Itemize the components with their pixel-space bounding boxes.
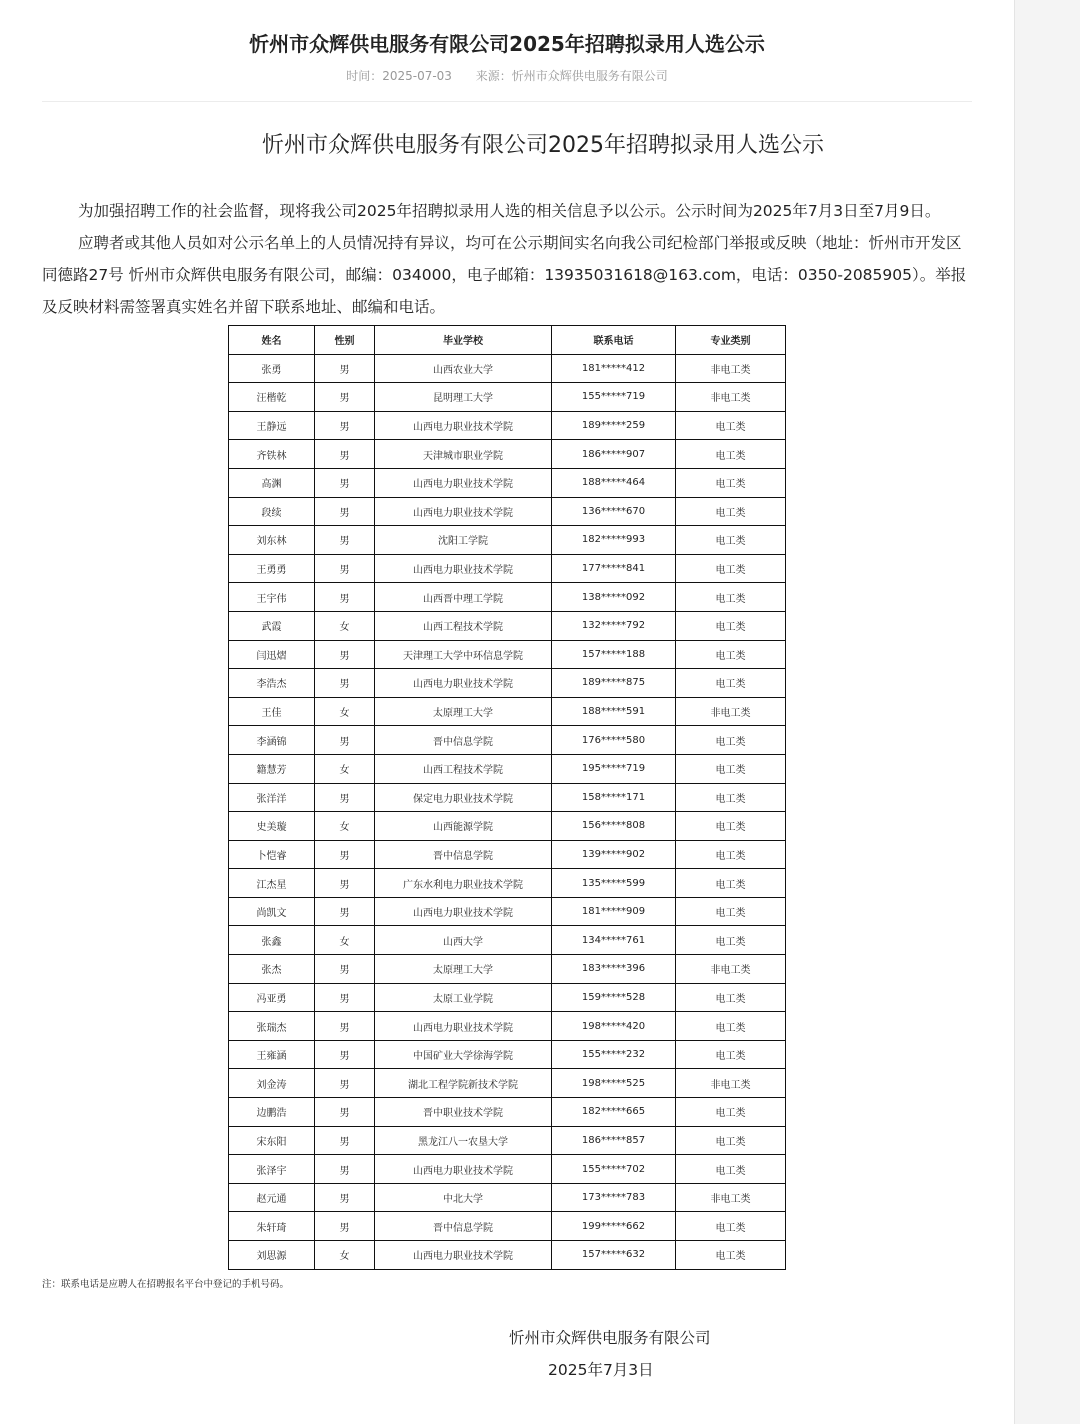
cell-phone: 136*****670 bbox=[552, 497, 676, 526]
cell-gender: 男 bbox=[315, 1040, 375, 1069]
cell-school: 太原工业学院 bbox=[375, 983, 552, 1012]
cell-phone: 158*****171 bbox=[552, 783, 676, 812]
cell-category: 电工类 bbox=[676, 1241, 786, 1270]
cell-gender: 男 bbox=[315, 983, 375, 1012]
intro-paragraph: 为加强招聘工作的社会监督，现将我公司2025年招聘拟录用人选的相关信息予以公示。公示时间为2025年7月3日至7月9日。 bbox=[78, 202, 941, 220]
cell-category: 电工类 bbox=[676, 1155, 786, 1184]
signature-date: 2025年7月3日 bbox=[548, 1361, 654, 1379]
cell-category: 电工类 bbox=[676, 1098, 786, 1127]
cell-name: 王佳 bbox=[229, 697, 315, 726]
cell-phone: 159*****528 bbox=[552, 983, 676, 1012]
cell-category: 电工类 bbox=[676, 554, 786, 583]
table-row bbox=[229, 554, 786, 583]
cell-name: 齐铁林 bbox=[229, 440, 315, 469]
cell-phone: 181*****909 bbox=[552, 897, 676, 926]
cell-school: 山西工程技术学院 bbox=[375, 611, 552, 640]
cell-name: 段续 bbox=[229, 497, 315, 526]
cell-category: 电工类 bbox=[676, 669, 786, 698]
cell-gender: 男 bbox=[315, 1183, 375, 1212]
cell-category: 电工类 bbox=[676, 840, 786, 869]
cell-category: 非电工类 bbox=[676, 955, 786, 984]
cell-gender: 男 bbox=[315, 497, 375, 526]
cell-name: 边鹏浩 bbox=[229, 1098, 315, 1127]
table-row bbox=[229, 697, 786, 726]
table-row bbox=[229, 1040, 786, 1069]
cell-phone: 195*****719 bbox=[552, 754, 676, 783]
cell-phone: 186*****907 bbox=[552, 440, 676, 469]
cell-gender: 男 bbox=[315, 840, 375, 869]
cell-gender: 男 bbox=[315, 955, 375, 984]
cell-school: 广东水利电力职业技术学院 bbox=[375, 869, 552, 898]
table-row bbox=[229, 1069, 786, 1098]
cell-phone: 186*****857 bbox=[552, 1126, 676, 1155]
cell-category: 非电工类 bbox=[676, 383, 786, 412]
cell-name: 张洋洋 bbox=[229, 783, 315, 812]
publish-time: 时间：2025-07-03 bbox=[346, 69, 452, 83]
cell-category: 电工类 bbox=[676, 869, 786, 898]
cell-school: 太原理工大学 bbox=[375, 697, 552, 726]
cell-school: 山西电力职业技术学院 bbox=[375, 1155, 552, 1184]
cell-phone: 135*****599 bbox=[552, 869, 676, 898]
table-note: 注：联系电话是应聘人在招聘报名平台中登记的手机号码。 bbox=[42, 1279, 290, 1290]
cell-name: 王静远 bbox=[229, 411, 315, 440]
cell-school: 山西电力职业技术学院 bbox=[375, 669, 552, 698]
cell-category: 电工类 bbox=[676, 983, 786, 1012]
cell-school: 山西能源学院 bbox=[375, 812, 552, 841]
table-header-row bbox=[229, 326, 786, 355]
cell-name: 王勇勇 bbox=[229, 554, 315, 583]
cell-gender: 男 bbox=[315, 897, 375, 926]
cell-name: 李浩杰 bbox=[229, 669, 315, 698]
cell-school: 昆明理工大学 bbox=[375, 383, 552, 412]
cell-phone: 182*****993 bbox=[552, 526, 676, 555]
table-row bbox=[229, 468, 786, 497]
cell-name: 王雍涵 bbox=[229, 1040, 315, 1069]
cell-school: 晋中职业技术学院 bbox=[375, 1098, 552, 1127]
cell-phone: 199*****662 bbox=[552, 1212, 676, 1241]
cell-gender: 男 bbox=[315, 383, 375, 412]
table-row bbox=[229, 1212, 786, 1241]
cell-gender: 男 bbox=[315, 354, 375, 383]
cell-name: 朱轩琦 bbox=[229, 1212, 315, 1241]
cell-name: 籍慧芳 bbox=[229, 754, 315, 783]
cell-school: 山西农业大学 bbox=[375, 354, 552, 383]
table-row bbox=[229, 1012, 786, 1041]
cell-phone: 155*****719 bbox=[552, 383, 676, 412]
table-row bbox=[229, 897, 786, 926]
cell-gender: 女 bbox=[315, 754, 375, 783]
cell-category: 电工类 bbox=[676, 526, 786, 555]
cell-category: 非电工类 bbox=[676, 1069, 786, 1098]
document-title: 忻州市众辉供电服务有限公司2025年招聘拟录用人选公示 bbox=[262, 133, 824, 158]
cell-gender: 男 bbox=[315, 554, 375, 583]
cell-phone: 189*****875 bbox=[552, 669, 676, 698]
cell-phone: 198*****525 bbox=[552, 1069, 676, 1098]
cell-school: 晋中信息学院 bbox=[375, 840, 552, 869]
cell-school: 沈阳工学院 bbox=[375, 526, 552, 555]
cell-school: 山西电力职业技术学院 bbox=[375, 1241, 552, 1270]
cell-school: 湖北工程学院新技术学院 bbox=[375, 1069, 552, 1098]
cell-phone: 177*****841 bbox=[552, 554, 676, 583]
cell-school: 晋中信息学院 bbox=[375, 726, 552, 755]
cell-gender: 男 bbox=[315, 1069, 375, 1098]
cell-school: 中国矿业大学徐海学院 bbox=[375, 1040, 552, 1069]
objection-paragraph: 应聘者或其他人员如对公示名单上的人员情况持有异议，均可在公示期间实名向我公司纪检部门举报或反映（地址：忻州市开发区同德路27号 忻州市众辉供电服务有限公司，邮编：034000，电子邮箱：13935031618@163.com，电话：0350-2085905）。举报及反映材料需签署真实姓名并留下联系地址、邮编和电话。 bbox=[42, 234, 967, 316]
table-row bbox=[229, 354, 786, 383]
cell-gender: 女 bbox=[315, 926, 375, 955]
cell-school: 中北大学 bbox=[375, 1183, 552, 1212]
cell-school: 太原理工大学 bbox=[375, 955, 552, 984]
cell-category: 非电工类 bbox=[676, 354, 786, 383]
cell-gender: 男 bbox=[315, 468, 375, 497]
cell-phone: 139*****902 bbox=[552, 840, 676, 869]
column-header-gender: 性别 bbox=[315, 326, 375, 355]
cell-name: 闫迅熠 bbox=[229, 640, 315, 669]
cell-gender: 女 bbox=[315, 812, 375, 841]
cell-gender: 女 bbox=[315, 611, 375, 640]
cell-category: 电工类 bbox=[676, 611, 786, 640]
table-row bbox=[229, 1183, 786, 1212]
cell-category: 电工类 bbox=[676, 726, 786, 755]
cell-gender: 男 bbox=[315, 440, 375, 469]
table-row bbox=[229, 754, 786, 783]
table-body bbox=[229, 354, 786, 1269]
table-row bbox=[229, 611, 786, 640]
table-row bbox=[229, 383, 786, 412]
cell-phone: 188*****591 bbox=[552, 697, 676, 726]
cell-phone: 188*****464 bbox=[552, 468, 676, 497]
table-row bbox=[229, 840, 786, 869]
cell-name: 张勇 bbox=[229, 354, 315, 383]
cell-school: 保定电力职业技术学院 bbox=[375, 783, 552, 812]
table-row bbox=[229, 583, 786, 612]
cell-school: 山西电力职业技术学院 bbox=[375, 554, 552, 583]
cell-phone: 155*****232 bbox=[552, 1040, 676, 1069]
cell-category: 电工类 bbox=[676, 440, 786, 469]
table-row bbox=[229, 1155, 786, 1184]
cell-category: 电工类 bbox=[676, 1012, 786, 1041]
cell-category: 电工类 bbox=[676, 411, 786, 440]
cell-name: 卜恺睿 bbox=[229, 840, 315, 869]
cell-category: 电工类 bbox=[676, 1040, 786, 1069]
table-row bbox=[229, 1241, 786, 1270]
cell-name: 汪楷乾 bbox=[229, 383, 315, 412]
cell-category: 非电工类 bbox=[676, 697, 786, 726]
cell-gender: 男 bbox=[315, 411, 375, 440]
table-row bbox=[229, 926, 786, 955]
table-row bbox=[229, 1098, 786, 1127]
cell-phone: 157*****188 bbox=[552, 640, 676, 669]
cell-gender: 女 bbox=[315, 1241, 375, 1270]
cell-gender: 男 bbox=[315, 1155, 375, 1184]
cell-phone: 183*****396 bbox=[552, 955, 676, 984]
cell-name: 高渊 bbox=[229, 468, 315, 497]
cell-school: 山西晋中理工学院 bbox=[375, 583, 552, 612]
cell-name: 武霞 bbox=[229, 611, 315, 640]
cell-category: 电工类 bbox=[676, 754, 786, 783]
cell-category: 电工类 bbox=[676, 497, 786, 526]
cell-category: 电工类 bbox=[676, 1212, 786, 1241]
cell-gender: 男 bbox=[315, 869, 375, 898]
cell-name: 江杰星 bbox=[229, 869, 315, 898]
cell-phone: 198*****420 bbox=[552, 1012, 676, 1041]
cell-category: 电工类 bbox=[676, 783, 786, 812]
table-row bbox=[229, 955, 786, 984]
cell-name: 李涵锦 bbox=[229, 726, 315, 755]
cell-school: 黑龙江八一农垦大学 bbox=[375, 1126, 552, 1155]
cell-category: 电工类 bbox=[676, 640, 786, 669]
cell-school: 晋中信息学院 bbox=[375, 1212, 552, 1241]
cell-name: 尚凯文 bbox=[229, 897, 315, 926]
cell-phone: 156*****808 bbox=[552, 812, 676, 841]
table-row bbox=[229, 983, 786, 1012]
cell-category: 电工类 bbox=[676, 583, 786, 612]
table-row bbox=[229, 526, 786, 555]
cell-category: 电工类 bbox=[676, 812, 786, 841]
cell-phone: 134*****761 bbox=[552, 926, 676, 955]
cell-gender: 男 bbox=[315, 1098, 375, 1127]
article-meta bbox=[0, 67, 1014, 84]
table-row bbox=[229, 440, 786, 469]
cell-school: 山西大学 bbox=[375, 926, 552, 955]
signature-organization: 忻州市众辉供电服务有限公司 bbox=[509, 1329, 711, 1347]
cell-school: 山西电力职业技术学院 bbox=[375, 497, 552, 526]
cell-phone: 157*****632 bbox=[552, 1241, 676, 1270]
cell-gender: 男 bbox=[315, 1212, 375, 1241]
cell-name: 刘思源 bbox=[229, 1241, 315, 1270]
cell-gender: 男 bbox=[315, 583, 375, 612]
cell-phone: 132*****792 bbox=[552, 611, 676, 640]
candidate-table bbox=[228, 325, 786, 1270]
cell-category: 电工类 bbox=[676, 1126, 786, 1155]
table-row bbox=[229, 812, 786, 841]
column-header-category: 专业类别 bbox=[676, 326, 786, 355]
cell-category: 电工类 bbox=[676, 926, 786, 955]
column-header-school: 毕业学校 bbox=[375, 326, 552, 355]
cell-school: 天津城市职业学院 bbox=[375, 440, 552, 469]
cell-name: 王宇伟 bbox=[229, 583, 315, 612]
cell-school: 山西工程技术学院 bbox=[375, 754, 552, 783]
cell-name: 赵元通 bbox=[229, 1183, 315, 1212]
cell-phone: 173*****783 bbox=[552, 1183, 676, 1212]
cell-phone: 181*****412 bbox=[552, 354, 676, 383]
cell-school: 山西电力职业技术学院 bbox=[375, 411, 552, 440]
table-row bbox=[229, 669, 786, 698]
column-header-name: 姓名 bbox=[229, 326, 315, 355]
table-row bbox=[229, 783, 786, 812]
cell-school: 山西电力职业技术学院 bbox=[375, 468, 552, 497]
column-header-phone: 联系电话 bbox=[552, 326, 676, 355]
cell-school: 山西电力职业技术学院 bbox=[375, 897, 552, 926]
table-row bbox=[229, 1126, 786, 1155]
cell-name: 宋东阳 bbox=[229, 1126, 315, 1155]
table-row bbox=[229, 497, 786, 526]
article-source: 来源：忻州市众辉供电服务有限公司 bbox=[475, 69, 668, 83]
cell-gender: 男 bbox=[315, 783, 375, 812]
cell-gender: 男 bbox=[315, 526, 375, 555]
cell-gender: 男 bbox=[315, 726, 375, 755]
cell-gender: 男 bbox=[315, 640, 375, 669]
cell-phone: 155*****702 bbox=[552, 1155, 676, 1184]
cell-school: 天津理工大学中环信息学院 bbox=[375, 640, 552, 669]
table-row bbox=[229, 640, 786, 669]
cell-gender: 男 bbox=[315, 1012, 375, 1041]
cell-name: 张瑞杰 bbox=[229, 1012, 315, 1041]
cell-gender: 男 bbox=[315, 1126, 375, 1155]
cell-name: 史美璇 bbox=[229, 812, 315, 841]
page-edge bbox=[1014, 0, 1080, 1424]
cell-phone: 138*****092 bbox=[552, 583, 676, 612]
cell-gender: 男 bbox=[315, 669, 375, 698]
cell-phone: 189*****259 bbox=[552, 411, 676, 440]
table-row bbox=[229, 869, 786, 898]
table-row bbox=[229, 411, 786, 440]
header-divider bbox=[42, 101, 972, 102]
cell-name: 张泽宇 bbox=[229, 1155, 315, 1184]
cell-category: 非电工类 bbox=[676, 1183, 786, 1212]
cell-name: 张鑫 bbox=[229, 926, 315, 955]
cell-category: 电工类 bbox=[676, 897, 786, 926]
cell-phone: 176*****580 bbox=[552, 726, 676, 755]
cell-name: 刘金涛 bbox=[229, 1069, 315, 1098]
cell-name: 张杰 bbox=[229, 955, 315, 984]
table-row bbox=[229, 726, 786, 755]
cell-school: 山西电力职业技术学院 bbox=[375, 1012, 552, 1041]
cell-name: 刘东林 bbox=[229, 526, 315, 555]
cell-category: 电工类 bbox=[676, 468, 786, 497]
cell-name: 冯亚勇 bbox=[229, 983, 315, 1012]
cell-gender: 女 bbox=[315, 697, 375, 726]
article-title: 忻州市众辉供电服务有限公司2025年招聘拟录用人选公示 bbox=[249, 32, 765, 56]
cell-phone: 182*****665 bbox=[552, 1098, 676, 1127]
